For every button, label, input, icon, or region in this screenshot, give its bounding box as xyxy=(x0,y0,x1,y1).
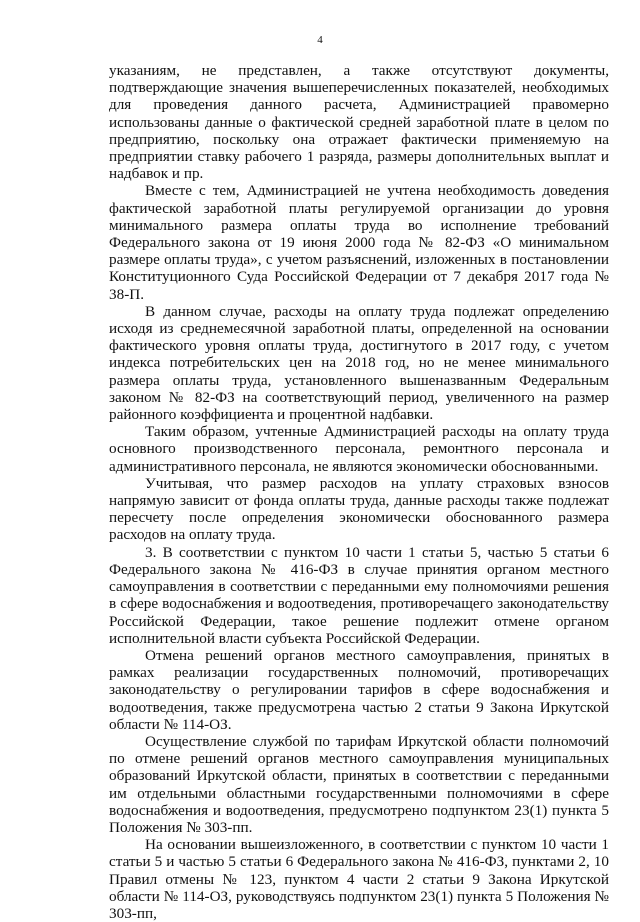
paragraph: Отмена решений органов местного самоуправления, принятых в рамках реализации государственных полномочий, противоречащих законодательству о регулировании тарифов в сфере водоснабжения и водоотведения, также предусмотрена частью 2 статьи 9 Закона Иркутской области № 114-ОЗ. xyxy=(109,646,609,733)
page-number: 4 xyxy=(317,34,323,46)
document-body xyxy=(109,62,609,922)
paragraph: Таким образом, учтенные Администрацией расходы на оплату труда основного производственного персонала, ремонтного персонала и административного персонала, не являются экономически обоснованными. xyxy=(109,423,609,475)
paragraph: Учитывая, что размер расходов на уплату страховых взносов напрямую зависит от фонда оплаты труда, данные расходы также подлежат пересчету после определения экономически обоснованного размера расходов на оплату труда. xyxy=(109,474,609,544)
paragraph: Осуществление службой по тарифам Иркутской области полномочий по отмене решений органов местного самоуправления муниципальных образований Иркутской области, принятых в соответствии с переданными им отдельными областными государственными полномочиями в сфере водоснабжения и водоотведения, предусмотрено подпунктом 23(1) пункта 5 Положения № 303-пп. xyxy=(109,732,609,836)
paragraph: Вместе с тем, Администрацией не учтена необходимость доведения фактической заработной платы регулируемой организации до уровня минимального размера оплаты труда во исполнение требований Федерального закона от 19 июня 2000 года № 82-ФЗ «О минимальном размере оплаты труда», с учетом разъяснений, изложенных в постановлении Конституционного Суда Российской Федерации от 7 декабря 2017 года № 38-П. xyxy=(109,182,609,303)
paragraph: В данном случае, расходы на оплату труда подлежат определению исходя из среднемесячной заработной платы, определенной на основании фактического уровня оплаты труда, достигнутого в 2017 году, с учетом индекса потребительских цен на 2018 год, но не менее минимального размера оплаты труда, установленного вышеназванным Федеральным законом № 82-ФЗ на соответствующий период, увеличенного на размер районного коэффициента и процентной надбавки. xyxy=(109,302,609,424)
paragraph: указаниям, не представлен, а также отсутствуют документы, подтверждающие значения вышеперечисленных показателей, необходимых для проведения данного расчета, Администрацией правомерно использованы данные о фактической средней заработной плате в целом по предприятию, поскольку она отражает фактически применяемую на предприятии ставку рабочего 1 разряда, размеры дополнительных выплат и надбавок и пр. xyxy=(109,62,609,183)
paragraph: На основании вышеизложенного, в соответствии с пунктом 10 части 1 статьи 5 и частью 5 статьи 6 Федерального закона № 416-ФЗ, пунктами 2, 10 Правил отмены № 123, пунктом 4 части 2 статьи 9 Закона Иркутской области № 114-ОЗ, руководствуясь подпунктом 23(1) пункта 5 Положения № 303-пп, xyxy=(109,836,609,922)
paragraph: 3. В соответствии с пунктом 10 части 1 статьи 5, частью 5 статьи 6 Федерального закона № 416-ФЗ в случае принятия органом местного самоуправления в соответствии с переданными ему полномочиями решения в сфере водоснабжения и водоотведения, противоречащего законодательству Российской Федерации, такое решение подлежит отмене органом исполнительной власти субъекта Российской Федерации. xyxy=(109,543,609,647)
